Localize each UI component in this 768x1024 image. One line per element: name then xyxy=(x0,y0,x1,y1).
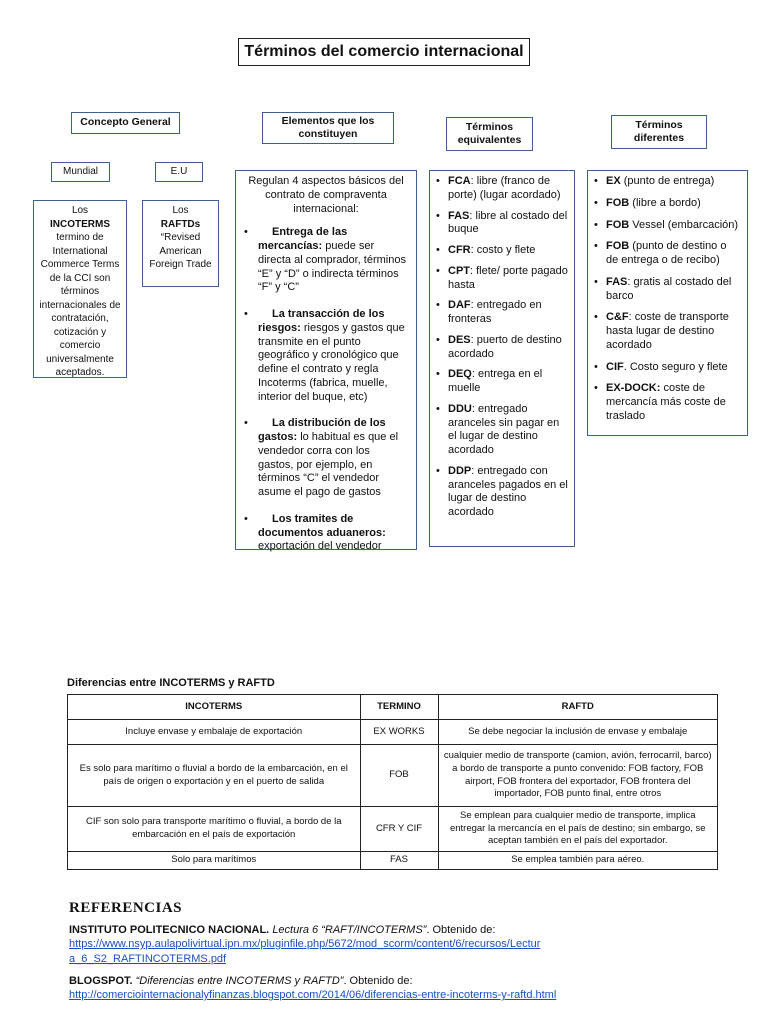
term-code: CFR xyxy=(448,244,471,256)
bullet-icon: • xyxy=(436,264,440,277)
raftd-pre: Los xyxy=(172,205,189,216)
incoterms-definition xyxy=(33,200,127,378)
term-code: FAS xyxy=(448,209,470,222)
elementos-box xyxy=(235,170,417,553)
table-cell: Incluye envase y embalaje de exportación xyxy=(68,720,361,745)
bullet-icon: • xyxy=(244,226,248,239)
reference-2 xyxy=(69,974,709,1003)
elementos-list xyxy=(244,226,408,554)
col-raftd: RAFTD xyxy=(438,695,718,720)
term-description: : entregado en fronteras xyxy=(448,299,542,325)
bullet-icon: • xyxy=(594,275,598,288)
bullet-icon: • xyxy=(436,299,440,312)
bullet-icon: • xyxy=(436,402,440,415)
incoterms-text: termino de International Commerce Terms de la CCI son términos internacionales de contratación, cotización y comercio universalmente aceptados. xyxy=(39,232,121,378)
term-code: DDU xyxy=(448,402,472,415)
table-cell: Solo para marítimos xyxy=(68,852,361,870)
elemento-lead: Entrega de las mercancías: xyxy=(258,226,348,252)
equivalentes-item xyxy=(436,465,568,520)
elemento-lead: La distribución de los gastos: xyxy=(258,417,386,443)
term-description: . Costo seguro y flete xyxy=(623,360,728,373)
bullet-icon: • xyxy=(594,175,598,187)
table-header-row xyxy=(68,695,718,720)
bullet-icon: • xyxy=(436,464,440,477)
term-code: FOB xyxy=(606,196,630,209)
label-mundial: Mundial xyxy=(51,162,110,182)
diferentes-box xyxy=(587,170,748,436)
bullet-icon: • xyxy=(594,382,598,395)
diferentes-list xyxy=(594,175,741,424)
table-cell: FOB xyxy=(360,745,438,807)
term-description: : libre al costado del buque xyxy=(448,209,568,236)
equivalentes-item xyxy=(436,210,568,238)
term-code: FOB xyxy=(606,240,630,253)
bullet-icon: • xyxy=(594,240,598,253)
table-row xyxy=(68,852,718,870)
col-incoterms: INCOTERMS xyxy=(68,695,361,720)
bullet-icon: • xyxy=(594,196,598,209)
raftd-bold: RAFTDs xyxy=(160,218,201,230)
elemento-item xyxy=(244,417,408,500)
reference-after: . Obtenido de: xyxy=(343,975,413,987)
elemento-text: puede ser directa al comprador, términos “E” y “D” o indirecta términos “F” y “C” xyxy=(258,240,406,294)
table-cell: Se emplea también para aéreo. xyxy=(438,852,718,870)
term-code: EX xyxy=(606,175,621,187)
bullet-icon: • xyxy=(436,175,440,187)
reference-link[interactable]: https://www.nsyp.aulapolivirtual.ipn.mx/pluginfile.php/5672/mod_scorm/content/6/recursos/Lectura_6_S2_RAFTINCOTERMS.pdf xyxy=(69,938,541,965)
bullet-icon: • xyxy=(436,244,440,256)
reference-title: Lectura 6 “RAFT/INCOTERMS” xyxy=(272,924,427,936)
elementos-intro: Regulan 4 aspectos básicos del contrato de compraventa internacional: xyxy=(248,175,404,215)
label-eu: E.U xyxy=(155,162,203,182)
term-code: DEQ xyxy=(448,368,472,381)
term-code: CIF xyxy=(606,360,624,373)
header-diferentes: Términos diferentes xyxy=(611,115,707,149)
table-cell: FAS xyxy=(360,852,438,870)
table-row xyxy=(68,720,718,745)
term-code: DES xyxy=(448,333,471,346)
reference-1 xyxy=(69,923,709,966)
diferentes-item xyxy=(594,219,741,233)
incoterms-pre: Los xyxy=(71,205,89,216)
term-description: : entrega en el muelle xyxy=(448,368,543,394)
diferentes-item xyxy=(594,240,741,268)
reference-title: “Diferencias entre INCOTERMS y RAFTD” xyxy=(135,975,344,987)
equivalentes-item xyxy=(436,265,568,293)
equivalentes-list xyxy=(436,175,568,520)
term-code: DAF xyxy=(448,299,471,312)
equivalentes-box xyxy=(429,170,575,547)
term-code: FAS xyxy=(606,275,628,288)
page-title: Términos del comercio internacional xyxy=(238,38,530,66)
elemento-lead: La transacción de los riesgos: xyxy=(258,308,385,334)
reference-link[interactable]: http://comerciointernacionalyfinanzas.blogspot.com/2014/06/diferencias-entre-incoterms-y-raftd.html xyxy=(69,989,557,1002)
elemento-text: riesgos y gastos que transmite en el punto geográfico y cronológico que define el contrato y regla Incoterms (fabrica, muelle, interior del buque, etc) xyxy=(258,321,405,403)
table-cell: CFR Y CIF xyxy=(360,807,438,852)
equivalentes-item xyxy=(436,403,568,458)
term-code: FCA xyxy=(448,175,471,187)
table-cell: EX WORKS xyxy=(360,720,438,745)
table-cell: Se debe negociar la inclusión de envase y embalaje xyxy=(438,720,718,745)
term-description: (punto de entrega) xyxy=(620,175,715,187)
bullet-icon: • xyxy=(594,360,598,373)
term-description: : libre (franco de porte) (lugar acordado) xyxy=(448,175,561,201)
col-termino: TERMINO xyxy=(360,695,438,720)
term-description: : flete/ porte pagado hasta xyxy=(448,264,568,291)
term-description: (libre a bordo) xyxy=(629,196,701,209)
diferentes-item xyxy=(594,311,741,352)
term-code: FOB xyxy=(606,218,630,231)
term-description: : puerto de destino acordado xyxy=(448,333,562,360)
references-heading: REFERENCIAS xyxy=(69,900,183,916)
term-description: Vessel (embarcación) xyxy=(629,218,739,231)
reference-source: INSTITUTO POLITECNICO NACIONAL. xyxy=(69,924,270,936)
bullet-icon: • xyxy=(244,417,248,430)
term-description: : costo y flete xyxy=(470,244,536,256)
elemento-lead: Los tramites de documentos aduaneros: xyxy=(258,512,386,539)
raftd-text: “Revised American Foreign Trade xyxy=(149,232,212,270)
table-row xyxy=(68,807,718,852)
table-cell: Es solo para marítimo o fluvial a bordo de la embarcación, en el país de origen o exportación y en el puerto de salida xyxy=(68,745,361,807)
reference-source: BLOGSPOT. xyxy=(69,975,133,987)
term-description: : coste de transporte hasta lugar de destino acordado xyxy=(606,311,729,351)
elemento-item xyxy=(244,513,408,554)
term-description: : entregado con aranceles pagados en el lugar de destino acordado xyxy=(448,464,568,518)
term-description: : entregado aranceles sin pagar en el lugar de destino acordado xyxy=(448,402,560,456)
term-code: DDP xyxy=(448,464,472,477)
bullet-icon: • xyxy=(594,311,598,324)
header-equivalentes: Términos equivalentes xyxy=(446,117,533,151)
bullet-icon: • xyxy=(436,209,440,222)
reference-after: . Obtenido de: xyxy=(426,924,496,936)
diferentes-item xyxy=(594,197,741,211)
equivalentes-item xyxy=(436,368,568,396)
raftd-definition xyxy=(142,200,219,287)
table-cell: Se emplean para cualquier medio de transporte, implica entregar la mercancía en el país de destino; sin embargo, se aceptan también en el país del exportador. xyxy=(438,807,718,852)
equivalentes-item xyxy=(436,299,568,327)
diferentes-item xyxy=(594,382,741,423)
term-code: EX-DOCK: xyxy=(606,382,661,395)
equivalentes-item xyxy=(436,334,568,362)
header-elementos: Elementos que los constituyen xyxy=(262,112,394,144)
bullet-icon: • xyxy=(244,308,248,320)
table-row xyxy=(68,745,718,807)
incoterms-bold: INCOTERMS xyxy=(50,218,110,230)
elemento-text: exportación del vendedor xyxy=(258,540,382,553)
term-description: : gratis al costado del barco xyxy=(606,275,732,302)
bullet-icon: • xyxy=(594,218,598,231)
term-description: coste de mercancía más coste de traslado xyxy=(606,382,726,422)
equivalentes-item xyxy=(436,244,568,258)
elemento-item xyxy=(244,226,408,295)
diferentes-item xyxy=(594,276,741,304)
term-description: (punto de destino o de entrega o de recibo) xyxy=(606,240,727,266)
equivalentes-item xyxy=(436,175,568,203)
term-code: C&F xyxy=(606,311,629,324)
differences-table xyxy=(67,694,718,870)
bullet-icon: • xyxy=(436,368,440,381)
bullet-icon: • xyxy=(436,333,440,346)
table-cell: cualquier medio de transporte (camion, avión, ferrocarril, barco) a bordo de transporte a punto convenido: FOB factory, FOB airport, FOB frontera del exportador, FOB frontera del importador, FOB punto final, entre otros xyxy=(438,745,718,807)
diferentes-item xyxy=(594,175,741,189)
elemento-text: lo habitual es que el vendedor corra con los gastos, por ejemplo, en términos “C” el vendedor asume el pago de gastos xyxy=(258,431,399,498)
diferentes-item xyxy=(594,361,741,375)
bullet-icon: • xyxy=(244,512,248,525)
term-code: CPT xyxy=(448,264,470,277)
elemento-item xyxy=(244,308,408,404)
table-caption: Diferencias entre INCOTERMS y RAFTD xyxy=(67,677,275,689)
header-concepto-general: Concepto General xyxy=(71,112,180,134)
table-cell: CIF son solo para transporte marítimo o fluvial, a bordo de la embarcación en el país de exportación xyxy=(68,807,361,852)
